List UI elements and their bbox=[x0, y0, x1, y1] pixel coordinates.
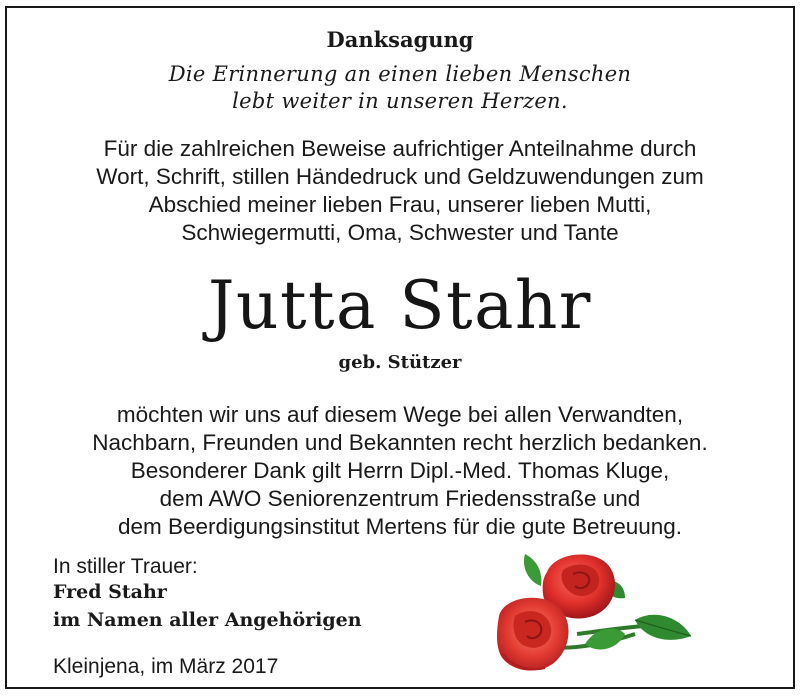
intro-text bbox=[7, 135, 793, 247]
intro-line: Schwiegermutti, Oma, Schwester und Tante bbox=[181, 220, 619, 245]
thanks-line: möchten wir uns auf diesem Wege bei allen Verwandten, bbox=[116, 402, 684, 427]
thanks-text bbox=[7, 401, 793, 541]
deceased-name: Jutta Stahr bbox=[208, 267, 592, 344]
obituary-notice bbox=[5, 6, 795, 689]
maiden-name: geb. Stützer bbox=[338, 352, 462, 373]
signer-relatives: im Namen aller Angehörigen bbox=[53, 609, 362, 631]
motto-line-1: Die Erinnerung an einen lieben Menschen bbox=[168, 62, 632, 86]
mourning-label: In stiller Trauer: bbox=[53, 555, 198, 578]
intro-line: Wort, Schrift, stillen Händedruck und Geldzuwendungen zum bbox=[96, 164, 704, 189]
thanks-line: dem AWO Seniorenzentrum Friedensstraße und bbox=[159, 486, 641, 511]
thanks-line: Besonderer Dank gilt Herrn Dipl.-Med. Thomas Kluge, bbox=[130, 458, 670, 483]
motto-line-2: lebt weiter in unseren Herzen. bbox=[232, 89, 568, 113]
intro-line: Für die zahlreichen Beweise aufrichtiger Anteilnahme durch bbox=[103, 136, 697, 161]
notice-title: Danksagung bbox=[326, 27, 474, 52]
thanks-line: Nachbarn, Freunden und Bekannten recht herzlich bedanken. bbox=[92, 430, 708, 455]
thanks-line: dem Beerdigungsinstitut Mertens für die gute Betreuung. bbox=[117, 514, 683, 539]
intro-line: Abschied meiner lieben Frau, unserer lieben Mutti, bbox=[148, 192, 652, 217]
place-date: Kleinjena, im März 2017 bbox=[53, 655, 279, 678]
signer-name: Fred Stahr bbox=[53, 581, 167, 603]
rose-icon bbox=[485, 542, 691, 682]
